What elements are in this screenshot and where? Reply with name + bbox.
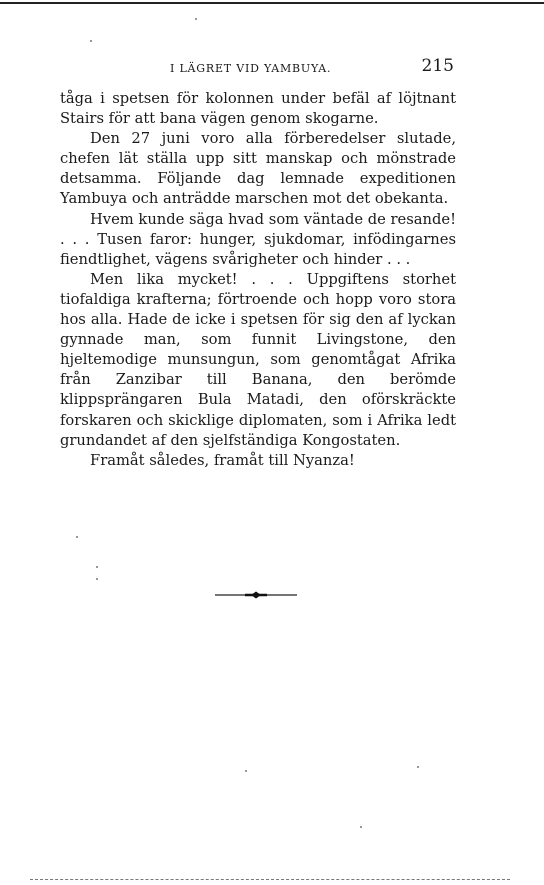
print-speck — [245, 770, 247, 772]
print-speck — [195, 18, 197, 20]
print-speck — [360, 826, 362, 828]
section-end-ornament — [215, 589, 297, 601]
paragraph: Den 27 juni voro alla förberedelser slutade, chefen lät ställa upp sitt manskap och mönstrade detsamma. Följande dag lemnade expeditionen Yambuya och anträdde marschen mot det obekanta. — [60, 130, 456, 208]
print-speck — [76, 536, 78, 538]
page-number: 215 — [421, 56, 454, 76]
print-speck — [96, 566, 98, 568]
paragraph: Hvem kunde säga hvad som väntade de resande! . . . Tusen faror: hunger, sjukdomar, infödingarnes fiendtlighet, vägens svårigheter och hinder . . . — [60, 210, 456, 268]
body-text — [60, 89, 456, 471]
print-speck — [417, 766, 419, 768]
print-speck — [96, 578, 98, 580]
top-border-rule — [0, 2, 544, 4]
paragraph: Men lika mycket! . . . Uppgiftens storhet tiofaldiga krafterna; förtroende och hopp voro stora hos alla. Hade de icke i spetsen för sig den af lyckan gynnade man, som funnit Livingstone, den hjeltemodige munsungun, som genomtågat Afrika från Zanzibar till Banana, den berömde klippsprängaren Bula Matadi, den oförskräckte forskaren och skicklige diplomaten, som i Afrika ledt grundandet af den sjelfständiga Kongostaten. — [60, 270, 456, 449]
bottom-border-rule — [30, 879, 510, 880]
paragraph: Framåt således, framåt till Nyanza! — [90, 451, 355, 469]
running-title: I LÄGRET VID YAMBUYA. — [170, 62, 332, 75]
paragraph: tåga i spetsen för kolonnen under befäl af löjtnant Stairs för att bana vägen genom skogarne. — [60, 90, 456, 128]
running-head — [60, 56, 456, 80]
print-speck — [90, 40, 92, 42]
